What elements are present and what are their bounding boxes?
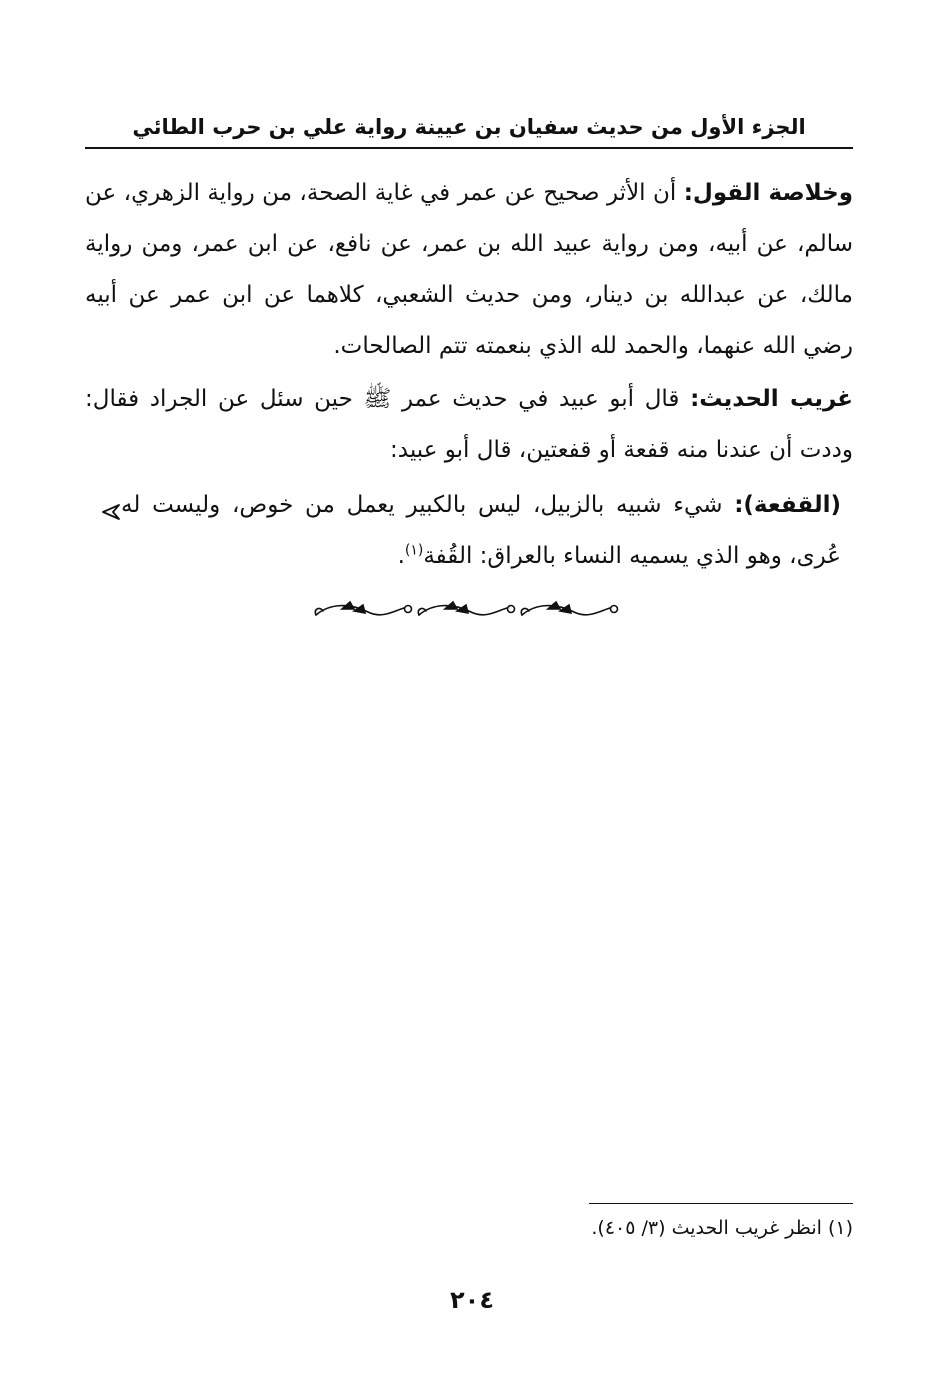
bullet-body: شيء شبيه بالزبيل، ليس بالكبير يعمل من خوص، وليست له عُرى، وهو الذي يسميه النساء بالعراق: القُفة [121, 492, 841, 569]
bullet-lead: (القفعة): [734, 492, 841, 518]
paragraph-text: قال أبو عبيد في حديث عمر ﷺ حين سئل عن الجراد فقال: وددت أن عندنا منه قفعة أو قفعتين، قال أبو عبيد: [85, 386, 853, 463]
footnote-rule [589, 1203, 853, 1204]
arrow-bullet-icon [85, 480, 121, 541]
definition-bullet [85, 480, 853, 582]
footnote: (١) انظر غريب الحديث (٣/ ٤٠٥). [591, 1217, 853, 1239]
bullet-end: . [397, 543, 405, 569]
floral-divider-icon [310, 595, 620, 625]
paragraph-text: أن الأثر صحيح عن عمر في غاية الصحة، من رواية الزهري، عن سالم، عن أبيه، ومن رواية عبيد الله بن عمر، عن نافع، عن ابن عمر، ومن رواية مالك، عن عبدالله بن دينار، ومن حديث الشعبي، كلاهما عن ابن عمر عن أبيه رضي الله عنهما، والحمد لله الذي بنعمته تتم الصالحات. [85, 180, 853, 359]
paragraph-lead: غريب الحديث: [690, 386, 853, 412]
paragraph-gharib [85, 374, 853, 476]
bullet-text [121, 480, 853, 582]
page-number: ٢٠٤ [450, 1286, 494, 1314]
footnote-marker: (١) [404, 542, 424, 559]
paragraph-lead: وخلاصة القول: [683, 180, 853, 206]
running-header: الجزء الأول من حديث سفيان بن عيينة رواية علي بن حرب الطائي [132, 115, 806, 139]
paragraph-conclusion [85, 168, 853, 372]
header-rule [85, 147, 853, 149]
